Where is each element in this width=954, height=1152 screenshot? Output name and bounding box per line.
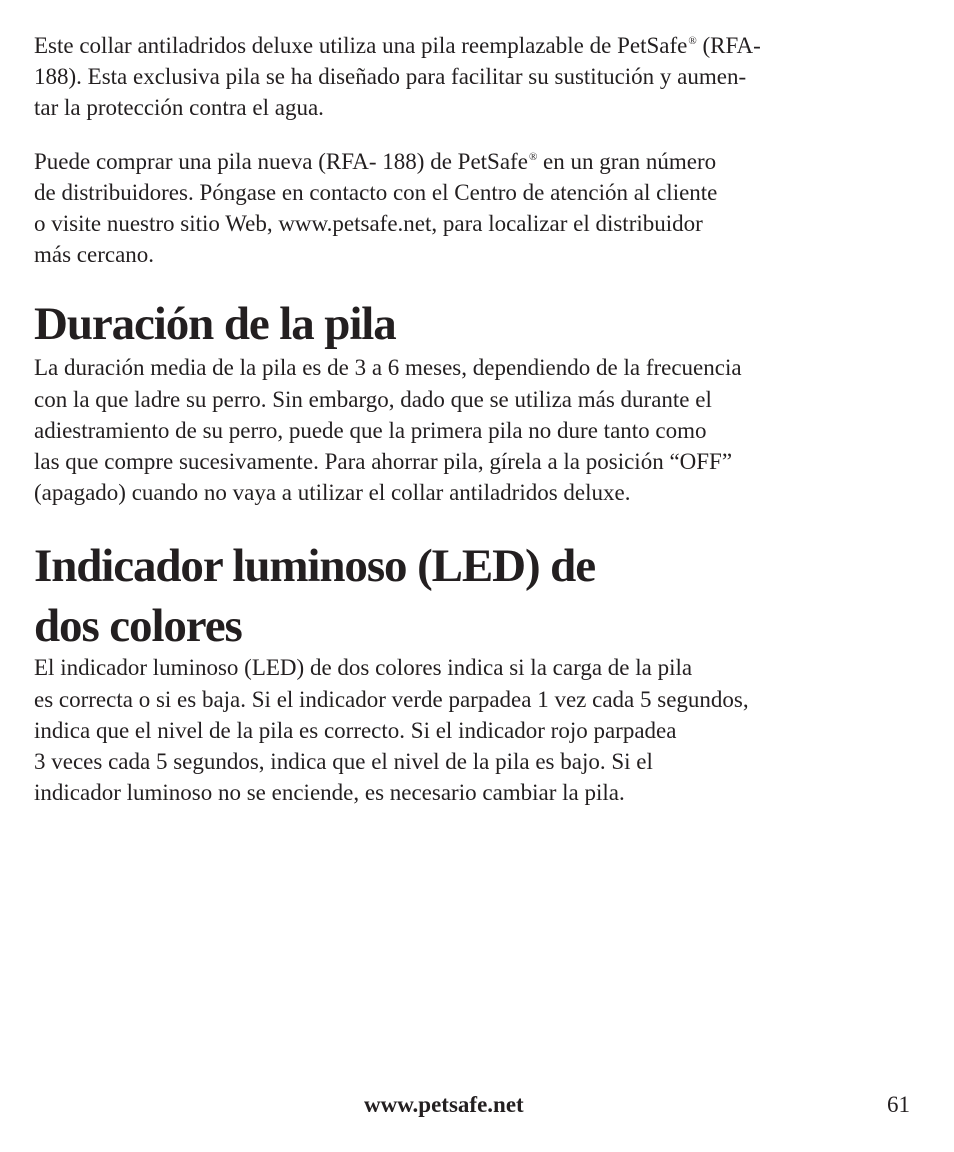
led-indicator-paragraph: [34, 652, 924, 808]
text-line: 3 veces cada 5 segundos, indica que el nivel de la pila es bajo. Si el: [34, 749, 653, 775]
text-line: (apagado) cuando no vaya a utilizar el collar antiladridos deluxe.: [34, 480, 631, 506]
text-fragment: Puede comprar una pila nueva (RFA- 188) de PetSafe: [34, 148, 528, 174]
text-line: indica que el nivel de la pila es correcto. Si el indicador rojo parpadea: [34, 717, 677, 743]
text-line: tar la protección contra el agua.: [34, 95, 324, 121]
text-line: La duración media de la pila es de 3 a 6 meses, dependiendo de la frecuencia: [34, 355, 742, 381]
led-indicator-heading: [34, 536, 924, 656]
text-line: o visite nuestro sitio Web, www.petsafe.net, para localizar el distribuidor: [34, 211, 703, 237]
text-line: es correcta o si es baja. Si el indicador verde parpadea 1 vez cada 5 segundos,: [34, 686, 749, 712]
text-line: de distribuidores. Póngase en contacto con el Centro de atención al cliente: [34, 179, 718, 205]
text-line: El indicador luminoso (LED) de dos colores indica si la carga de la pila: [34, 655, 693, 681]
heading-line: Duración de la pila: [34, 298, 396, 351]
text-line: 188). Esta exclusiva pila se ha diseñado para facilitar su sustitución y aumen-: [34, 64, 747, 90]
battery-life-paragraph: [34, 352, 924, 508]
battery-life-heading: [34, 294, 924, 354]
footer-website-url: www.petsafe.net: [364, 1092, 524, 1117]
text-line: [34, 30, 924, 61]
text-line: [34, 146, 924, 177]
text-line: más cercano.: [34, 242, 155, 268]
registered-trademark-mark: ®: [688, 35, 697, 47]
purchase-battery-paragraph: [34, 146, 924, 271]
text-fragment: (RFA-: [696, 33, 761, 58]
heading-line: Indicador luminoso (LED) de: [34, 540, 595, 593]
battery-intro-paragraph: [34, 30, 924, 124]
text-line: las que compre sucesivamente. Para ahorrar pila, gírela a la posición “OFF”: [34, 449, 733, 475]
manual-page: [34, 30, 924, 808]
text-line: con la que ladre su perro. Sin embargo, dado que se utiliza más durante el: [34, 386, 712, 412]
text-fragment: en un gran número: [537, 148, 717, 174]
registered-trademark-mark: ®: [528, 150, 538, 163]
text-fragment: Este collar antiladridos deluxe utiliza una pila reemplazable de PetSafe: [34, 33, 688, 58]
text-line: indicador luminoso no se enciende, es necesario cambiar la pila.: [34, 780, 625, 806]
text-line: adiestramiento de su perro, puede que la primera pila no dure tanto como: [34, 417, 707, 443]
page-number: 61: [887, 1092, 910, 1117]
heading-line: dos colores: [34, 600, 242, 653]
